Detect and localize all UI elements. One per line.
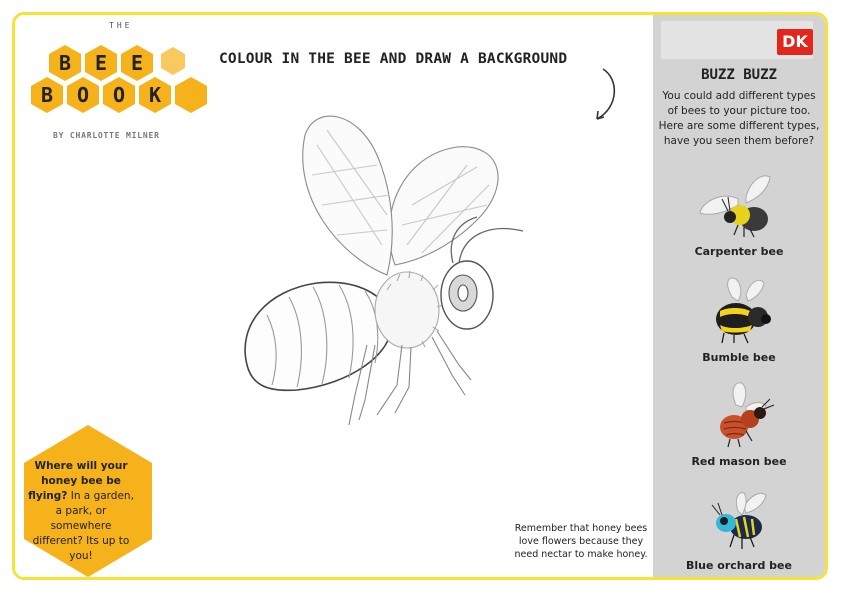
- curved-arrow-icon: [589, 67, 629, 127]
- blue-orchard-bee-icon: [694, 487, 784, 553]
- bee-label: Red mason bee: [691, 455, 787, 468]
- page-frame: [12, 12, 828, 580]
- bee-book-logo: [25, 19, 215, 145]
- hint-text: [25, 459, 137, 564]
- carpenter-bee-icon: [694, 171, 784, 239]
- sidebar: [653, 15, 825, 577]
- logo-letter: B: [58, 51, 72, 75]
- honey-bee-outline-illustration: [227, 95, 527, 425]
- bee-label: Bumble bee: [702, 351, 776, 364]
- logo-the: THE: [109, 21, 133, 30]
- logo-letter: B: [40, 83, 54, 107]
- page-title: COLOUR IN THE BEE AND DRAW A BACKGROUND: [219, 51, 568, 67]
- logo-letter: E: [130, 51, 144, 75]
- logo-letter: K: [148, 83, 162, 107]
- bee-label: Carpenter bee: [694, 245, 784, 258]
- bee-card-carpenter: [653, 171, 825, 258]
- red-mason-bee-icon: [694, 381, 784, 449]
- logo-letter: O: [112, 83, 126, 107]
- logo-author: BY CHARLOTTE MILNER: [53, 131, 160, 140]
- sidebar-intro: You could add different types of bees to your picture too. Here are some different types, have you seen them before?: [658, 90, 820, 147]
- logo-letter: O: [76, 83, 90, 107]
- bee-card-bumble: [653, 277, 825, 364]
- honeycomb-logo-icon: [25, 27, 215, 137]
- honey-note: Remember that honey bees love flowers because they need nectar to make honey.: [514, 523, 648, 560]
- sidebar-title: BUZZ BUZZ: [701, 67, 777, 83]
- hint-answer: In a garden, a park, or somewhere different? Its up to you!: [32, 490, 134, 562]
- bumble-bee-icon: [694, 277, 784, 345]
- dk-logo: DK: [777, 29, 813, 55]
- bee-card-red-mason: [653, 381, 825, 468]
- bee-card-blue-orchard: [653, 487, 825, 572]
- logo-letter: E: [94, 51, 108, 75]
- bee-label: Blue orchard bee: [686, 559, 792, 572]
- hint-question: Where will your honey bee be flying?: [28, 460, 128, 502]
